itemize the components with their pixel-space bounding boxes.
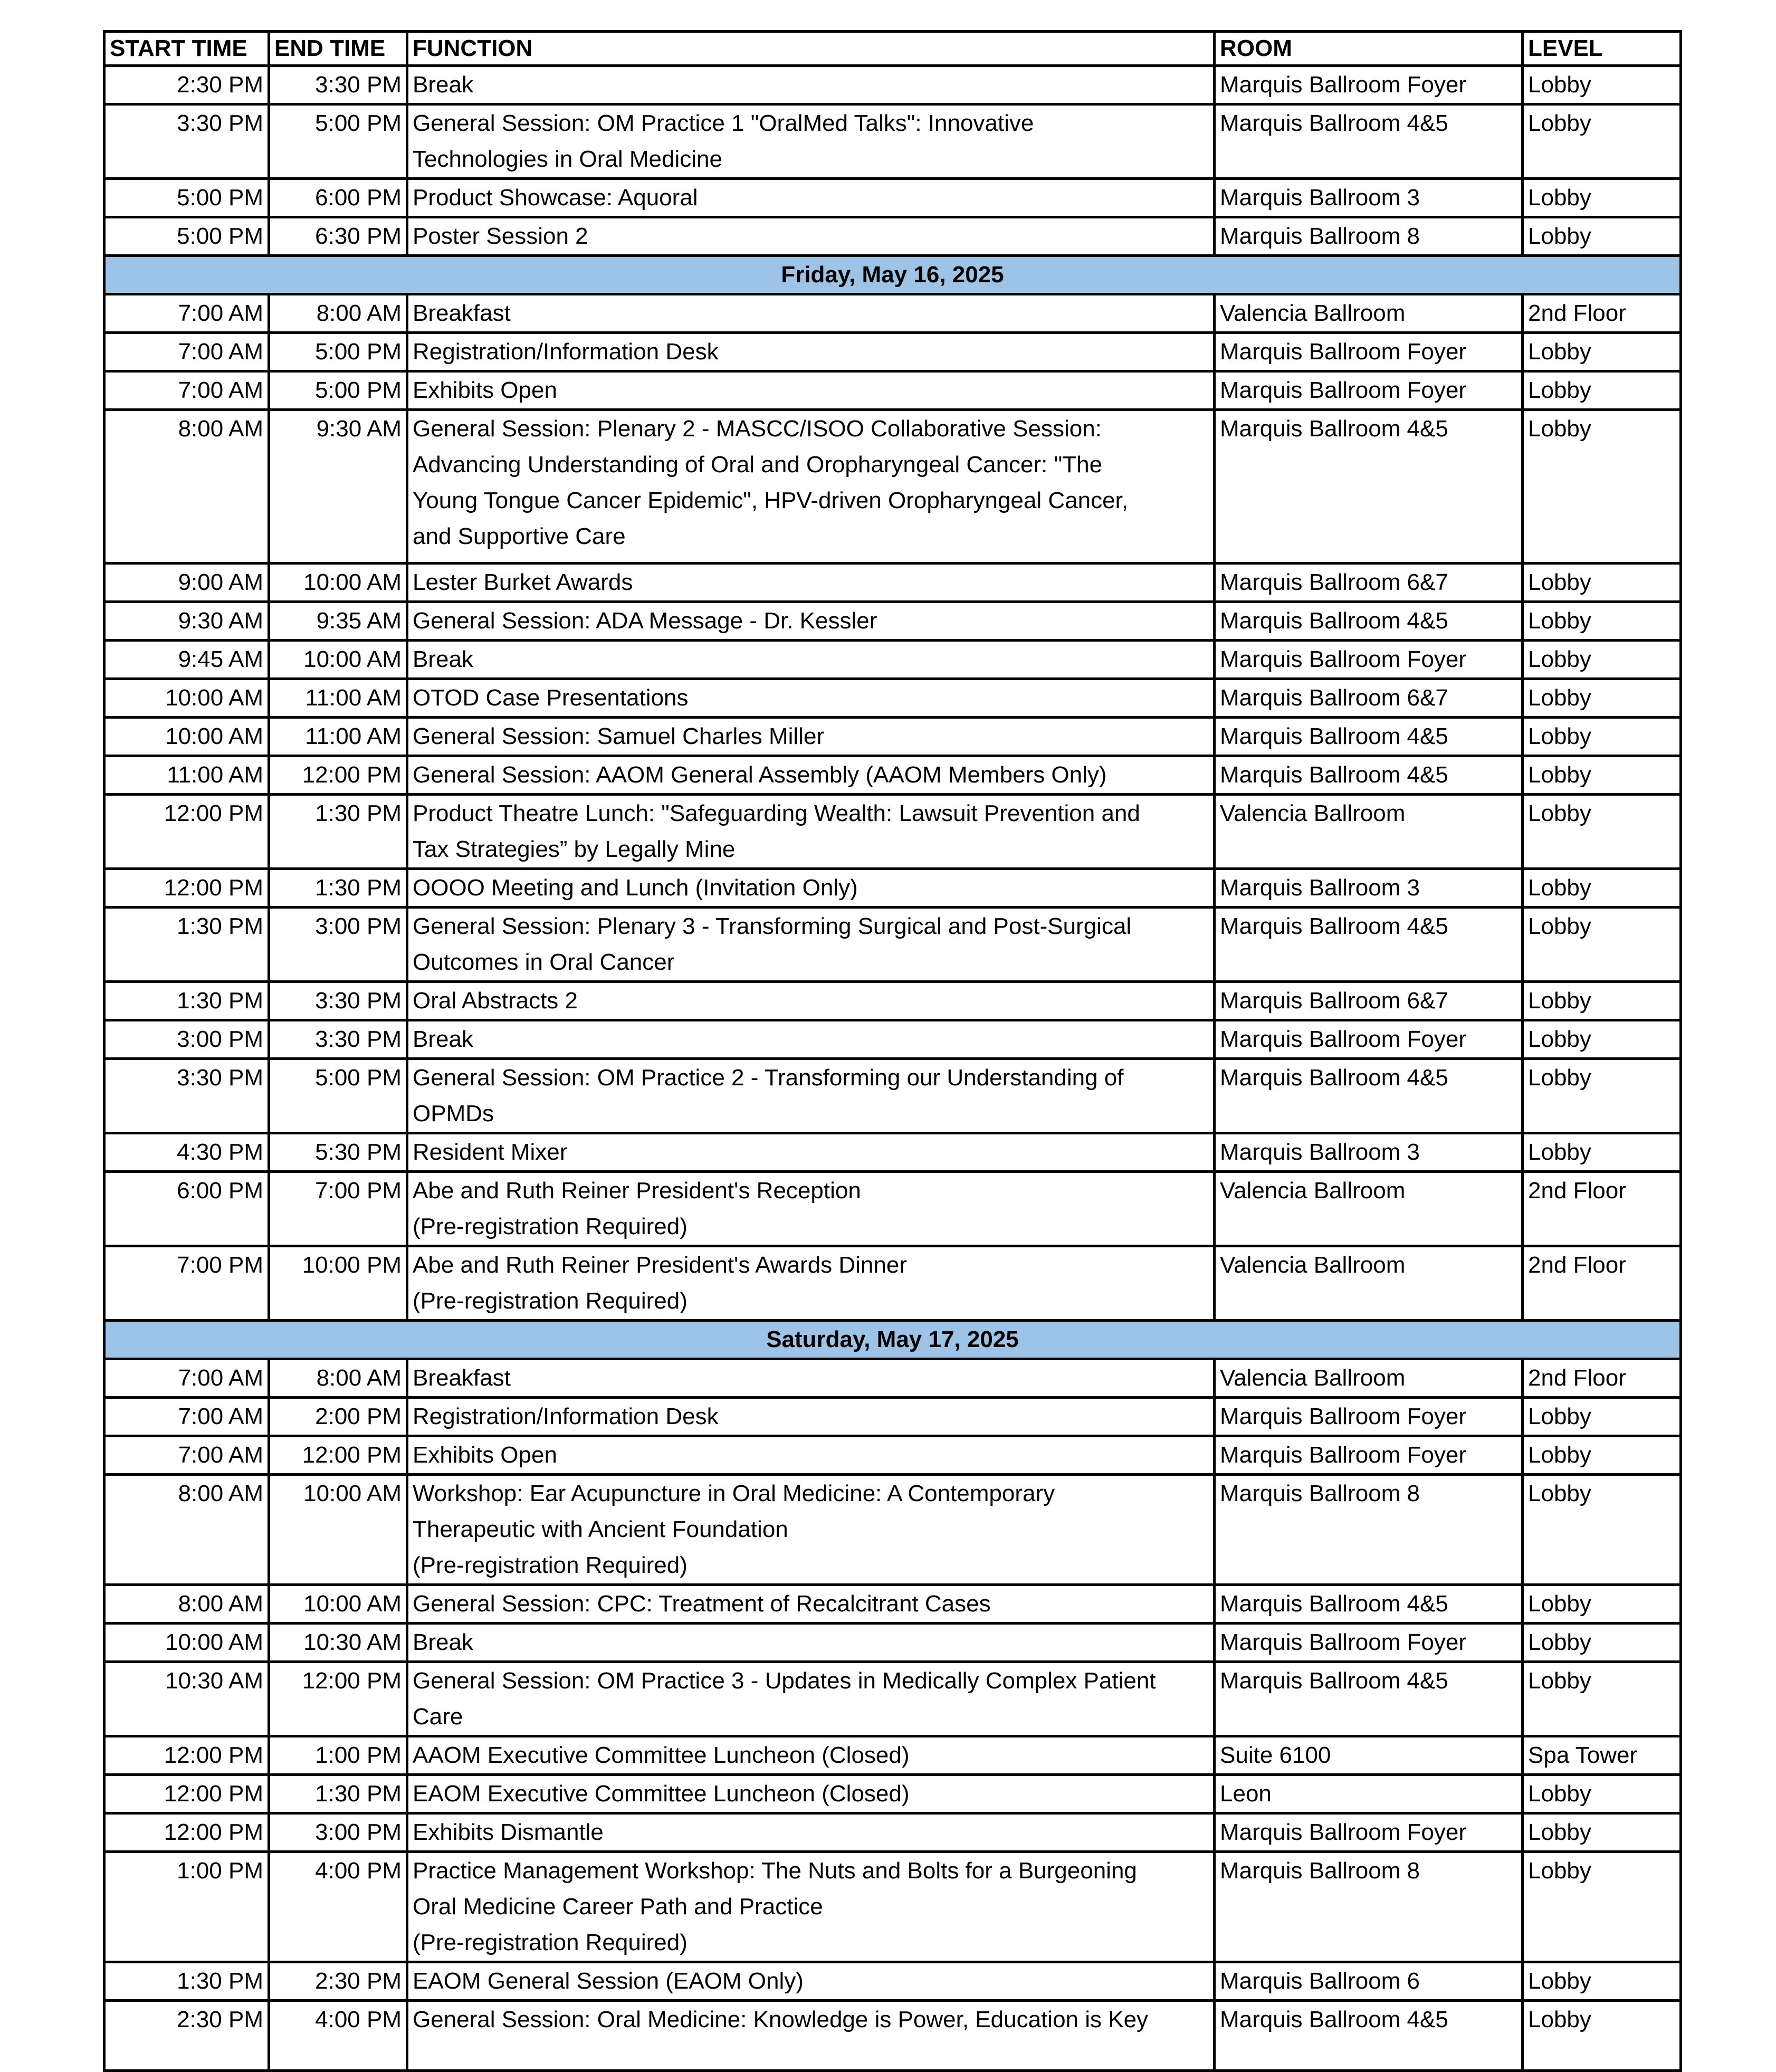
table-row: [104, 718, 1681, 756]
start-time-cell: 1:30 PM: [104, 1962, 269, 2001]
day-title: Saturday, May 17, 2025: [104, 1321, 1681, 1359]
table-row: [104, 1246, 1681, 1321]
start-time-cell: 8:00 AM: [104, 1585, 269, 1624]
room-cell: Marquis Ballroom Foyer: [1215, 1436, 1523, 1475]
level-cell: Lobby: [1523, 1059, 1681, 1133]
level-cell: Lobby: [1523, 2001, 1681, 2071]
end-time-cell: 3:00 PM: [269, 1813, 407, 1852]
start-time-cell: 7:00 AM: [104, 294, 269, 333]
level-cell: 2nd Floor: [1523, 1359, 1681, 1398]
level-cell: Spa Tower: [1523, 1736, 1681, 1775]
function-cell: Product Theatre Lunch: "Safeguarding Wealth: Lawsuit Prevention and Tax Strategies” by Legally Mine: [407, 795, 1215, 869]
start-time-cell: 12:00 PM: [104, 1736, 269, 1775]
level-cell: Lobby: [1523, 371, 1681, 410]
room-cell: Marquis Ballroom 6&7: [1215, 564, 1523, 602]
room-cell: Marquis Ballroom 3: [1215, 179, 1523, 217]
function-cell: OOOO Meeting and Lunch (Invitation Only): [407, 869, 1215, 908]
start-time-cell: 2:30 PM: [104, 66, 269, 104]
function-cell: General Session: AAOM General Assembly (AAOM Members Only): [407, 756, 1215, 795]
header-level: LEVEL: [1523, 32, 1681, 66]
function-cell: Workshop: Ear Acupuncture in Oral Medicine: A Contemporary Therapeutic with Ancient Foundation (Pre-registration Required): [407, 1475, 1215, 1585]
level-cell: Lobby: [1523, 217, 1681, 256]
end-time-cell: 11:00 AM: [269, 718, 407, 756]
level-cell: Lobby: [1523, 1775, 1681, 1813]
table-row: [104, 602, 1681, 641]
header-start-time: START TIME: [104, 32, 269, 66]
level-cell: Lobby: [1523, 718, 1681, 756]
level-cell: Lobby: [1523, 66, 1681, 104]
header-room: ROOM: [1215, 32, 1523, 66]
table-row: [104, 66, 1681, 104]
room-cell: Marquis Ballroom Foyer: [1215, 1398, 1523, 1436]
room-cell: Leon: [1215, 1775, 1523, 1813]
room-cell: Marquis Ballroom 6: [1215, 1962, 1523, 2001]
level-cell: Lobby: [1523, 1662, 1681, 1736]
level-cell: Lobby: [1523, 410, 1681, 564]
function-cell: General Session: Plenary 3 - Transforming Surgical and Post-Surgical Outcomes in Oral Cancer: [407, 908, 1215, 982]
end-time-cell: 2:30 PM: [269, 1962, 407, 2001]
function-cell: General Session: OM Practice 1 "OralMed Talks": Innovative Technologies in Oral Medicine: [407, 104, 1215, 179]
table-row: [104, 1775, 1681, 1813]
start-time-cell: 12:00 PM: [104, 795, 269, 869]
level-cell: Lobby: [1523, 179, 1681, 217]
table-row: [104, 371, 1681, 410]
table-row: [104, 679, 1681, 718]
room-cell: Valencia Ballroom: [1215, 294, 1523, 333]
function-cell: Registration/Information Desk: [407, 1398, 1215, 1436]
room-cell: Marquis Ballroom Foyer: [1215, 371, 1523, 410]
level-cell: Lobby: [1523, 1398, 1681, 1436]
level-cell: Lobby: [1523, 1436, 1681, 1475]
end-time-cell: 6:00 PM: [269, 179, 407, 217]
end-time-cell: 1:30 PM: [269, 1775, 407, 1813]
level-cell: Lobby: [1523, 756, 1681, 795]
start-time-cell: 7:00 AM: [104, 1436, 269, 1475]
room-cell: Marquis Ballroom 8: [1215, 217, 1523, 256]
function-cell: Product Showcase: Aquoral: [407, 179, 1215, 217]
table-row: [104, 564, 1681, 602]
start-time-cell: 11:00 AM: [104, 756, 269, 795]
function-cell: Resident Mixer: [407, 1133, 1215, 1172]
table-row: [104, 104, 1681, 179]
level-cell: Lobby: [1523, 1585, 1681, 1624]
level-cell: Lobby: [1523, 795, 1681, 869]
table-row: [104, 1133, 1681, 1172]
level-cell: Lobby: [1523, 1624, 1681, 1662]
start-time-cell: 3:30 PM: [104, 104, 269, 179]
room-cell: Marquis Ballroom Foyer: [1215, 1624, 1523, 1662]
function-cell: Lester Burket Awards: [407, 564, 1215, 602]
level-cell: Lobby: [1523, 104, 1681, 179]
room-cell: Valencia Ballroom: [1215, 1172, 1523, 1246]
level-cell: 2nd Floor: [1523, 1246, 1681, 1321]
level-cell: Lobby: [1523, 679, 1681, 718]
table-row: [104, 1852, 1681, 1962]
function-cell: General Session: Oral Medicine: Knowledge is Power, Education is Key: [407, 2001, 1215, 2071]
table-row: [104, 179, 1681, 217]
function-cell: Exhibits Open: [407, 371, 1215, 410]
level-cell: Lobby: [1523, 1852, 1681, 1962]
start-time-cell: 7:00 AM: [104, 333, 269, 371]
function-cell: Breakfast: [407, 294, 1215, 333]
end-time-cell: 5:30 PM: [269, 1133, 407, 1172]
start-time-cell: 7:00 AM: [104, 1359, 269, 1398]
start-time-cell: 8:00 AM: [104, 410, 269, 564]
start-time-cell: 7:00 PM: [104, 1246, 269, 1321]
table-row: [104, 1172, 1681, 1246]
function-cell: Break: [407, 1624, 1215, 1662]
room-cell: Marquis Ballroom 4&5: [1215, 104, 1523, 179]
end-time-cell: 8:00 AM: [269, 1359, 407, 1398]
room-cell: Marquis Ballroom 4&5: [1215, 756, 1523, 795]
end-time-cell: 10:30 AM: [269, 1624, 407, 1662]
end-time-cell: 3:00 PM: [269, 908, 407, 982]
table-row: [104, 982, 1681, 1020]
table-row: [104, 333, 1681, 371]
room-cell: Marquis Ballroom Foyer: [1215, 1813, 1523, 1852]
table-row: [104, 1662, 1681, 1736]
table-row: [104, 1962, 1681, 2001]
function-cell: General Session: Samuel Charles Miller: [407, 718, 1215, 756]
table-row: [104, 410, 1681, 564]
schedule-body: [104, 32, 1681, 2071]
start-time-cell: 12:00 PM: [104, 1775, 269, 1813]
function-cell: General Session: ADA Message - Dr. Kessler: [407, 602, 1215, 641]
room-cell: Valencia Ballroom: [1215, 1246, 1523, 1321]
end-time-cell: 11:00 AM: [269, 679, 407, 718]
function-cell: Oral Abstracts 2: [407, 982, 1215, 1020]
end-time-cell: 1:00 PM: [269, 1736, 407, 1775]
end-time-cell: 10:00 AM: [269, 1475, 407, 1585]
function-cell: Break: [407, 66, 1215, 104]
start-time-cell: 1:00 PM: [104, 1852, 269, 1962]
start-time-cell: 9:00 AM: [104, 564, 269, 602]
start-time-cell: 1:30 PM: [104, 908, 269, 982]
level-cell: Lobby: [1523, 564, 1681, 602]
function-cell: Registration/Information Desk: [407, 333, 1215, 371]
start-time-cell: 10:00 AM: [104, 1624, 269, 1662]
end-time-cell: 5:00 PM: [269, 104, 407, 179]
level-cell: Lobby: [1523, 1133, 1681, 1172]
table-row: [104, 1359, 1681, 1398]
level-cell: Lobby: [1523, 333, 1681, 371]
level-cell: Lobby: [1523, 1962, 1681, 2001]
level-cell: 2nd Floor: [1523, 1172, 1681, 1246]
function-cell: Poster Session 2: [407, 217, 1215, 256]
end-time-cell: 4:00 PM: [269, 1852, 407, 1962]
end-time-cell: 6:30 PM: [269, 217, 407, 256]
function-cell: Break: [407, 641, 1215, 679]
end-time-cell: 7:00 PM: [269, 1172, 407, 1246]
room-cell: Valencia Ballroom: [1215, 795, 1523, 869]
room-cell: Marquis Ballroom 3: [1215, 869, 1523, 908]
start-time-cell: 8:00 AM: [104, 1475, 269, 1585]
start-time-cell: 9:30 AM: [104, 602, 269, 641]
room-cell: Marquis Ballroom 4&5: [1215, 1585, 1523, 1624]
function-cell: Break: [407, 1020, 1215, 1059]
room-cell: Marquis Ballroom 4&5: [1215, 1662, 1523, 1736]
function-cell: Abe and Ruth Reiner President's Reception (Pre-registration Required): [407, 1172, 1215, 1246]
end-time-cell: 1:30 PM: [269, 795, 407, 869]
end-time-cell: 2:00 PM: [269, 1398, 407, 1436]
start-time-cell: 3:00 PM: [104, 1020, 269, 1059]
end-time-cell: 5:00 PM: [269, 371, 407, 410]
level-cell: Lobby: [1523, 1475, 1681, 1585]
function-cell: Breakfast: [407, 1359, 1215, 1398]
room-cell: Marquis Ballroom 8: [1215, 1852, 1523, 1962]
day-header-row: [104, 256, 1681, 294]
table-row: [104, 1398, 1681, 1436]
function-cell: EAOM General Session (EAOM Only): [407, 1962, 1215, 2001]
function-cell: General Session: Plenary 2 - MASCC/ISOO Collaborative Session: Advancing Understanding of Oral and Oropharyngeal Cancer: "The Young Tongue Cancer Epidemic", HPV-driven Oropharyngeal Cancer, and Supportive Care: [407, 410, 1215, 564]
table-row: [104, 641, 1681, 679]
start-time-cell: 9:45 AM: [104, 641, 269, 679]
room-cell: Marquis Ballroom Foyer: [1215, 333, 1523, 371]
end-time-cell: 9:30 AM: [269, 410, 407, 564]
start-time-cell: 12:00 PM: [104, 869, 269, 908]
end-time-cell: 12:00 PM: [269, 1436, 407, 1475]
table-row: [104, 1020, 1681, 1059]
room-cell: Suite 6100: [1215, 1736, 1523, 1775]
table-row: [104, 217, 1681, 256]
start-time-cell: 7:00 AM: [104, 371, 269, 410]
schedule-table: [103, 30, 1682, 2072]
table-row: [104, 795, 1681, 869]
end-time-cell: 10:00 AM: [269, 564, 407, 602]
level-cell: Lobby: [1523, 602, 1681, 641]
room-cell: Valencia Ballroom: [1215, 1359, 1523, 1398]
table-row: [104, 1813, 1681, 1852]
room-cell: Marquis Ballroom 4&5: [1215, 1059, 1523, 1133]
start-time-cell: 2:30 PM: [104, 2001, 269, 2071]
end-time-cell: 12:00 PM: [269, 1662, 407, 1736]
end-time-cell: 3:30 PM: [269, 982, 407, 1020]
end-time-cell: 5:00 PM: [269, 333, 407, 371]
start-time-cell: 10:30 AM: [104, 1662, 269, 1736]
end-time-cell: 5:00 PM: [269, 1059, 407, 1133]
function-cell: Abe and Ruth Reiner President's Awards Dinner (Pre-registration Required): [407, 1246, 1215, 1321]
function-cell: Practice Management Workshop: The Nuts and Bolts for a Burgeoning Oral Medicine Career Path and Practice (Pre-registration Required): [407, 1852, 1215, 1962]
end-time-cell: 9:35 AM: [269, 602, 407, 641]
room-cell: Marquis Ballroom 4&5: [1215, 2001, 1523, 2071]
function-cell: AAOM Executive Committee Luncheon (Closed): [407, 1736, 1215, 1775]
table-row: [104, 2001, 1681, 2071]
room-cell: Marquis Ballroom 6&7: [1215, 982, 1523, 1020]
level-cell: Lobby: [1523, 869, 1681, 908]
start-time-cell: 5:00 PM: [104, 217, 269, 256]
level-cell: 2nd Floor: [1523, 294, 1681, 333]
level-cell: Lobby: [1523, 1813, 1681, 1852]
start-time-cell: 10:00 AM: [104, 679, 269, 718]
table-row: [104, 1436, 1681, 1475]
header-row: [104, 32, 1681, 66]
end-time-cell: 10:00 AM: [269, 1585, 407, 1624]
room-cell: Marquis Ballroom 8: [1215, 1475, 1523, 1585]
start-time-cell: 12:00 PM: [104, 1813, 269, 1852]
function-cell: General Session: OM Practice 2 - Transforming our Understanding of OPMDs: [407, 1059, 1215, 1133]
start-time-cell: 6:00 PM: [104, 1172, 269, 1246]
function-cell: General Session: CPC: Treatment of Recalcitrant Cases: [407, 1585, 1215, 1624]
end-time-cell: 8:00 AM: [269, 294, 407, 333]
level-cell: Lobby: [1523, 982, 1681, 1020]
level-cell: Lobby: [1523, 641, 1681, 679]
start-time-cell: 7:00 AM: [104, 1398, 269, 1436]
table-row: [104, 1736, 1681, 1775]
end-time-cell: 10:00 AM: [269, 641, 407, 679]
room-cell: Marquis Ballroom 4&5: [1215, 908, 1523, 982]
function-cell: EAOM Executive Committee Luncheon (Closed): [407, 1775, 1215, 1813]
table-row: [104, 1585, 1681, 1624]
start-time-cell: 5:00 PM: [104, 179, 269, 217]
end-time-cell: 3:30 PM: [269, 66, 407, 104]
room-cell: Marquis Ballroom 6&7: [1215, 679, 1523, 718]
start-time-cell: 10:00 AM: [104, 718, 269, 756]
room-cell: Marquis Ballroom Foyer: [1215, 641, 1523, 679]
level-cell: Lobby: [1523, 908, 1681, 982]
room-cell: Marquis Ballroom Foyer: [1215, 66, 1523, 104]
function-cell: Exhibits Dismantle: [407, 1813, 1215, 1852]
header-function: FUNCTION: [407, 32, 1215, 66]
table-row: [104, 1624, 1681, 1662]
room-cell: Marquis Ballroom Foyer: [1215, 1020, 1523, 1059]
function-cell: General Session: OM Practice 3 - Updates in Medically Complex Patient Care: [407, 1662, 1215, 1736]
day-header-row: [104, 1321, 1681, 1359]
table-row: [104, 1475, 1681, 1585]
table-row: [104, 1059, 1681, 1133]
level-cell: Lobby: [1523, 1020, 1681, 1059]
table-row: [104, 869, 1681, 908]
end-time-cell: 4:00 PM: [269, 2001, 407, 2071]
end-time-cell: 3:30 PM: [269, 1020, 407, 1059]
start-time-cell: 3:30 PM: [104, 1059, 269, 1133]
room-cell: Marquis Ballroom 3: [1215, 1133, 1523, 1172]
end-time-cell: 10:00 PM: [269, 1246, 407, 1321]
header-end-time: END TIME: [269, 32, 407, 66]
room-cell: Marquis Ballroom 4&5: [1215, 718, 1523, 756]
start-time-cell: 4:30 PM: [104, 1133, 269, 1172]
start-time-cell: 1:30 PM: [104, 982, 269, 1020]
table-row: [104, 756, 1681, 795]
end-time-cell: 1:30 PM: [269, 869, 407, 908]
table-row: [104, 908, 1681, 982]
function-cell: OTOD Case Presentations: [407, 679, 1215, 718]
function-cell: Exhibits Open: [407, 1436, 1215, 1475]
end-time-cell: 12:00 PM: [269, 756, 407, 795]
table-row: [104, 294, 1681, 333]
day-title: Friday, May 16, 2025: [104, 256, 1681, 294]
room-cell: Marquis Ballroom 4&5: [1215, 602, 1523, 641]
room-cell: Marquis Ballroom 4&5: [1215, 410, 1523, 564]
